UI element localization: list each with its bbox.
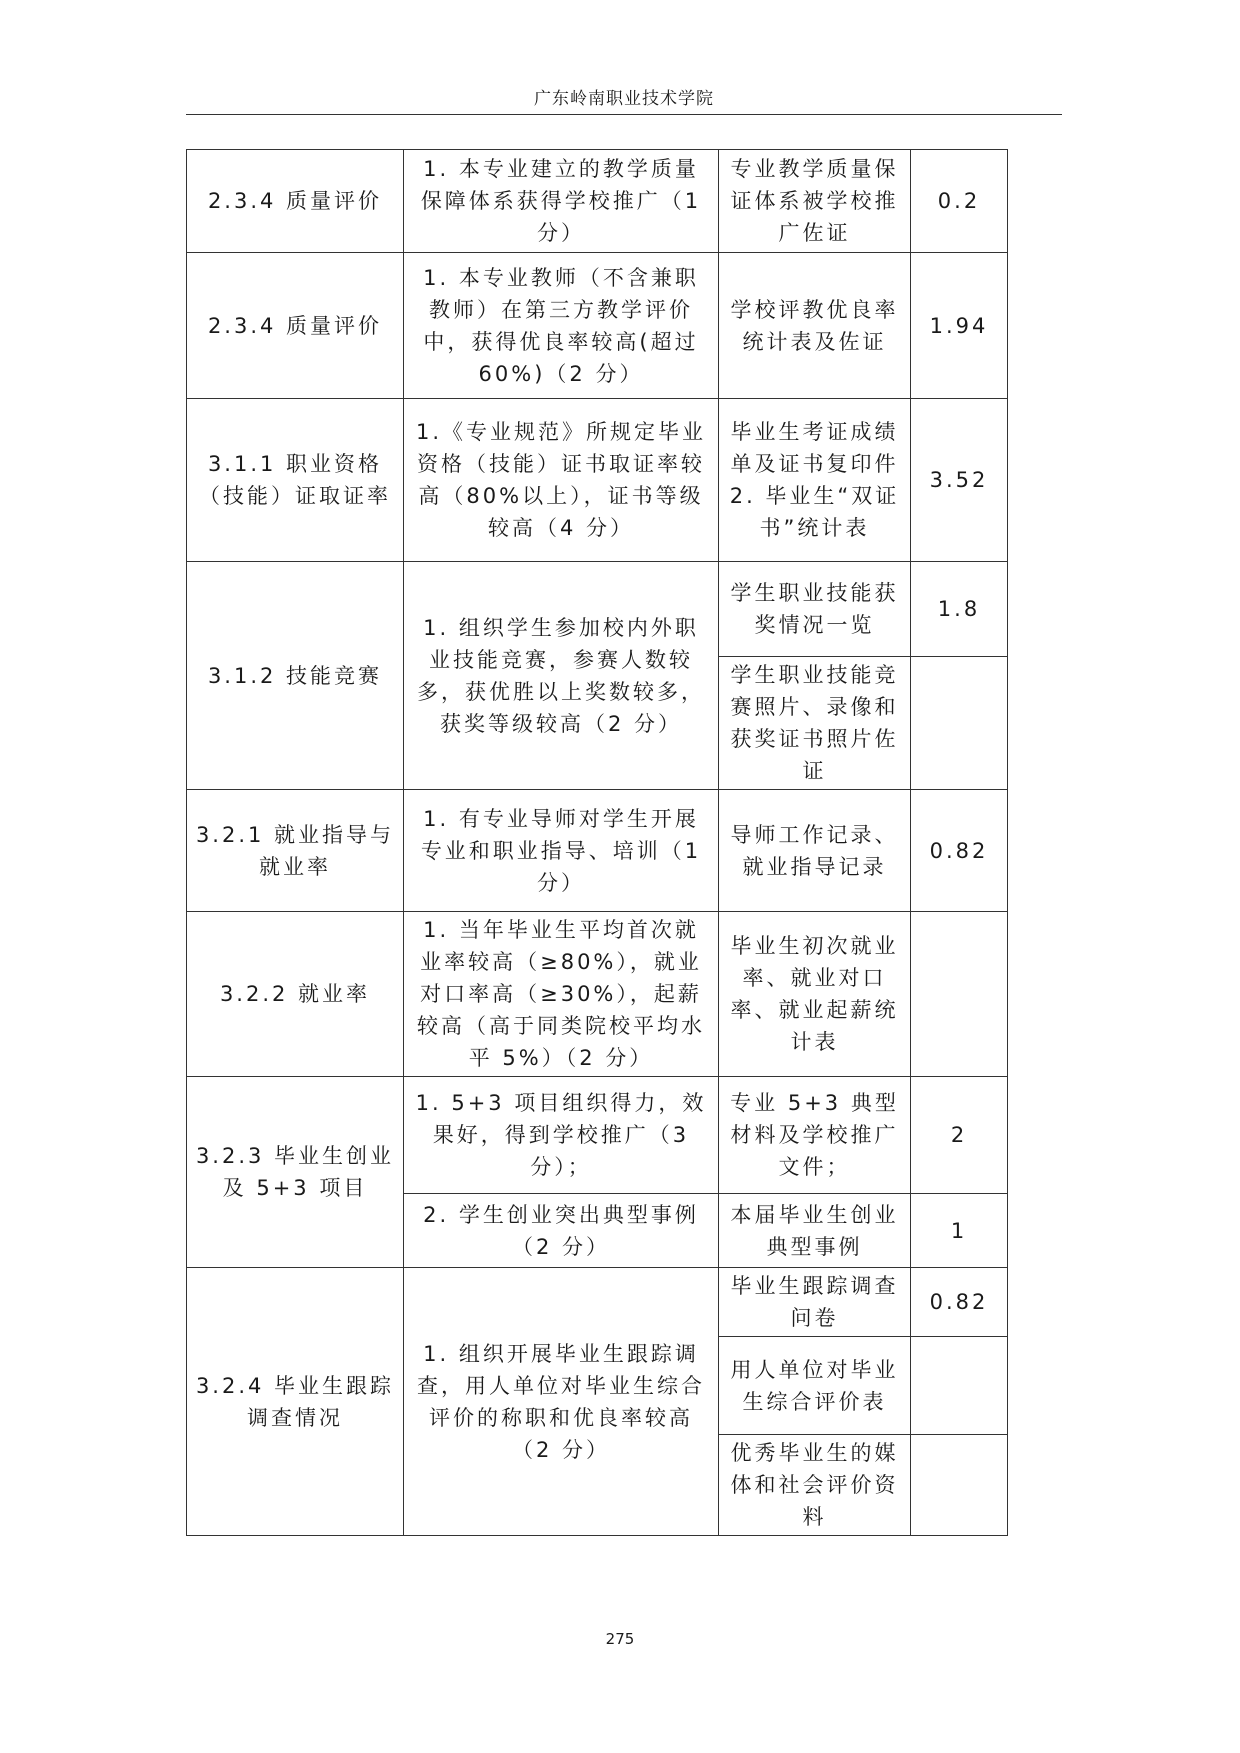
evidence-cell: 本届毕业生创业典型事例 (719, 1194, 911, 1268)
score-cell: 0.82 (911, 1268, 1008, 1337)
item-cell: 3.2.3 毕业生创业及 5+3 项目 (187, 1077, 404, 1268)
score-cell (911, 657, 1008, 790)
evidence-cell: 优秀毕业生的媒体和社会评价资料 (719, 1435, 911, 1536)
score-cell: 1.94 (911, 253, 1008, 399)
criterion-cell: 1. 本专业教师（不含兼职教师）在第三方教学评价中，获得优良率较高(超过 60%)（2 分） (404, 253, 719, 399)
evidence-cell: 学校评教优良率统计表及佐证 (719, 253, 911, 399)
evidence-cell: 毕业生考证成绩单及证书复印件 2. 毕业生“双证书”统计表 (719, 399, 911, 562)
evidence-cell: 专业教学质量保证体系被学校推广佐证 (719, 150, 911, 253)
criterion-cell: 1. 有专业导师对学生开展专业和职业指导、培训（1 分） (404, 790, 719, 912)
table-row (187, 562, 1008, 657)
criterion-cell: 1. 本专业建立的教学质量保障体系获得学校推广（1 分） (404, 150, 719, 253)
table-row (187, 790, 1008, 912)
table-row (187, 912, 1008, 1077)
item-cell: 2.3.4 质量评价 (187, 150, 404, 253)
criterion-cell: 1. 5+3 项目组织得力，效果好，得到学校推广（3 分）； (404, 1077, 719, 1194)
evidence-cell: 学生职业技能获奖情况一览 (719, 562, 911, 657)
score-cell: 2 (911, 1077, 1008, 1194)
table-row (187, 1077, 1008, 1194)
criterion-cell: 2. 学生创业突出典型事例（2 分） (404, 1194, 719, 1268)
item-cell: 2.3.4 质量评价 (187, 253, 404, 399)
table-row (187, 253, 1008, 399)
criterion-cell: 1.《专业规范》所规定毕业资格（技能）证书取证率较高（80%以上），证书等级较高（4 分） (404, 399, 719, 562)
evidence-cell: 毕业生初次就业率、就业对口率、就业起薪统计表 (719, 912, 911, 1077)
evidence-cell: 导师工作记录、就业指导记录 (719, 790, 911, 912)
evidence-cell: 用人单位对毕业生综合评价表 (719, 1337, 911, 1435)
score-cell (911, 1337, 1008, 1435)
score-cell (911, 1435, 1008, 1536)
page-number: 275 (605, 1630, 635, 1648)
item-cell: 3.1.1 职业资格（技能）证取证率 (187, 399, 404, 562)
score-cell: 0.82 (911, 790, 1008, 912)
criterion-cell: 1. 组织开展毕业生跟踪调查，用人单位对毕业生综合评价的称职和优良率较高（2 分） (404, 1268, 719, 1536)
evidence-cell: 毕业生跟踪调查问卷 (719, 1268, 911, 1337)
evidence-cell: 专业 5+3 典型材料及学校推广文件； (719, 1077, 911, 1194)
item-cell: 3.2.4 毕业生跟踪调查情况 (187, 1268, 404, 1536)
criterion-cell: 1. 当年毕业生平均首次就业率较高（≥80%），就业对口率高（≥30%），起薪较高（高于同类院校平均水平 5%）（2 分） (404, 912, 719, 1077)
score-cell: 1.8 (911, 562, 1008, 657)
table-row (187, 1268, 1008, 1337)
evaluation-table (186, 149, 1008, 1536)
table-row (187, 399, 1008, 562)
score-cell: 0.2 (911, 150, 1008, 253)
item-cell: 3.2.2 就业率 (187, 912, 404, 1077)
score-cell (911, 912, 1008, 1077)
item-cell: 3.2.1 就业指导与就业率 (187, 790, 404, 912)
criterion-cell: 1. 组织学生参加校内外职业技能竞赛，参赛人数较多，获优胜以上奖数较多，获奖等级较高（2 分） (404, 562, 719, 790)
score-cell: 3.52 (911, 399, 1008, 562)
page-header: 广东岭南职业技术学院 (186, 84, 1062, 115)
table-row (187, 150, 1008, 253)
evidence-cell: 学生职业技能竞赛照片、录像和获奖证书照片佐证 (719, 657, 911, 790)
item-cell: 3.1.2 技能竞赛 (187, 562, 404, 790)
score-cell: 1 (911, 1194, 1008, 1268)
